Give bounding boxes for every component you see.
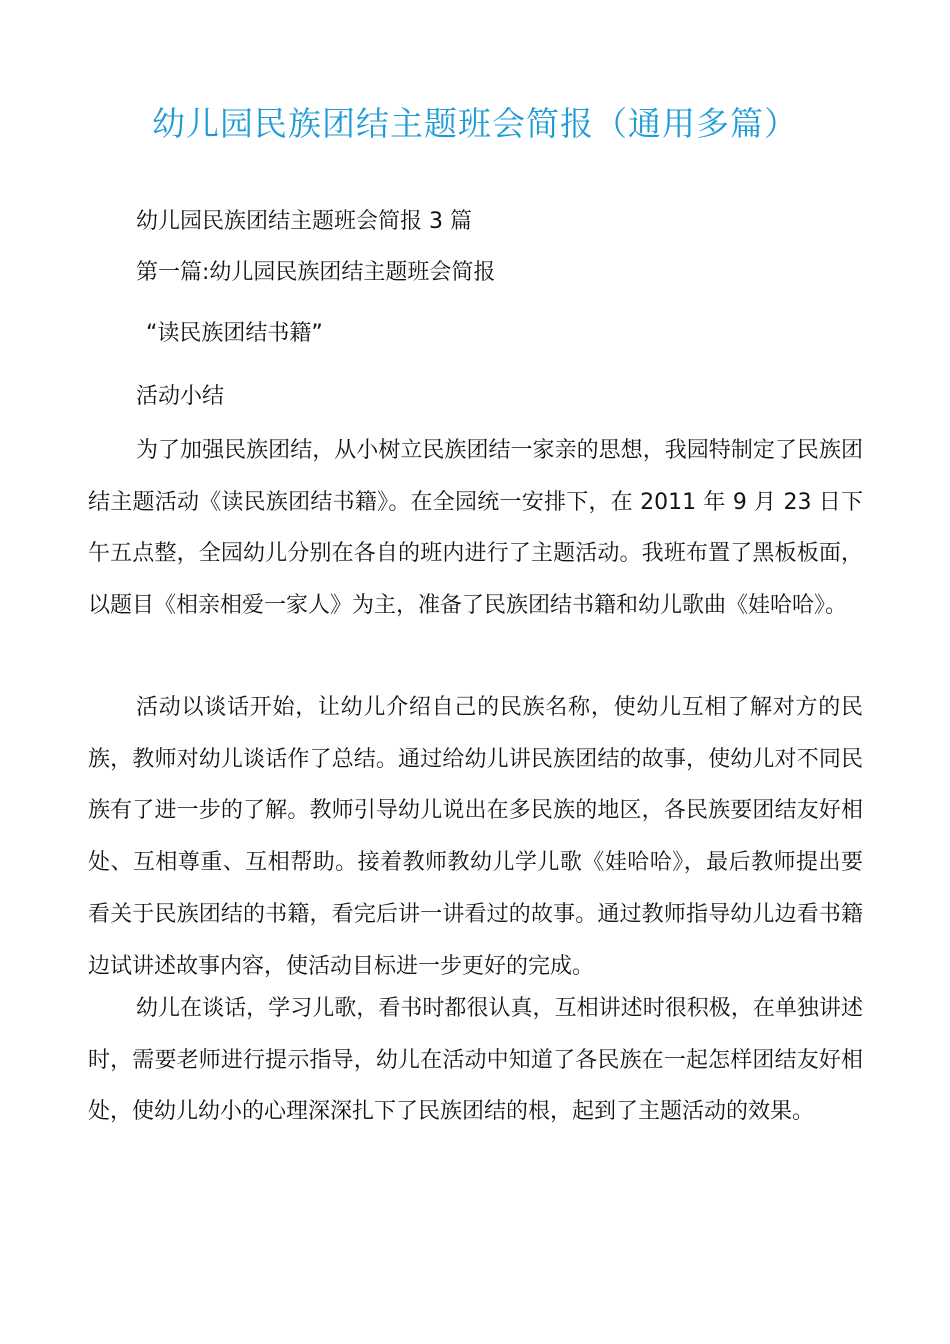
chapter-heading: 第一篇:幼儿园民族团结主题班会简报 <box>136 260 496 285</box>
document-subtitle: 幼儿园民族团结主题班会简报 3 篇 <box>136 209 472 234</box>
body-paragraph: 幼儿在谈话，学习儿歌，看书时都很认真，互相讲述时很积极，在单独讲述时，需要老师进行提示指导，幼儿在活动中知道了各民族在一起怎样团结友好相处，使幼儿幼小的心理深深扎下了民族团结的根，起到了主题活动的效果。 <box>88 996 863 1125</box>
activity-quote: “读民族团结书籍” <box>146 321 323 346</box>
document-title: 幼儿园民族团结主题班会简报（通用多篇） <box>152 104 798 143</box>
body-paragraph: 活动以谈话开始，让幼儿介绍自己的民族名称，使幼儿互相了解对方的民族，教师对幼儿谈话作了总结。通过给幼儿讲民族团结的故事，使幼儿对不同民族有了进一步的了解。教师引导幼儿说出在多民族的地区，各民族要团结友好相处、互相尊重、互相帮助。接着教师教幼儿学儿歌《娃哈哈》，最后教师提出要看关于民族团结的书籍，看完后讲一讲看过的故事。通过教师指导幼儿边看书籍边试讲述故事内容，使活动目标进一步更好的完成。 <box>88 695 863 979</box>
section-heading: 活动小结 <box>136 384 225 409</box>
body-paragraph: 为了加强民族团结，从小树立民族团结一家亲的思想，我园特制定了民族团结主题活动《读民族团结书籍》。在全园统一安排下，在 2011 年 9 月 23 日下午五点整，全园幼儿分别在各自的班内进行了主题活动。我班布置了黑板板面，以题目《相亲相爱一家人》为主，准备了民族团结书籍和幼儿歌曲《娃哈哈》。 <box>88 438 863 619</box>
